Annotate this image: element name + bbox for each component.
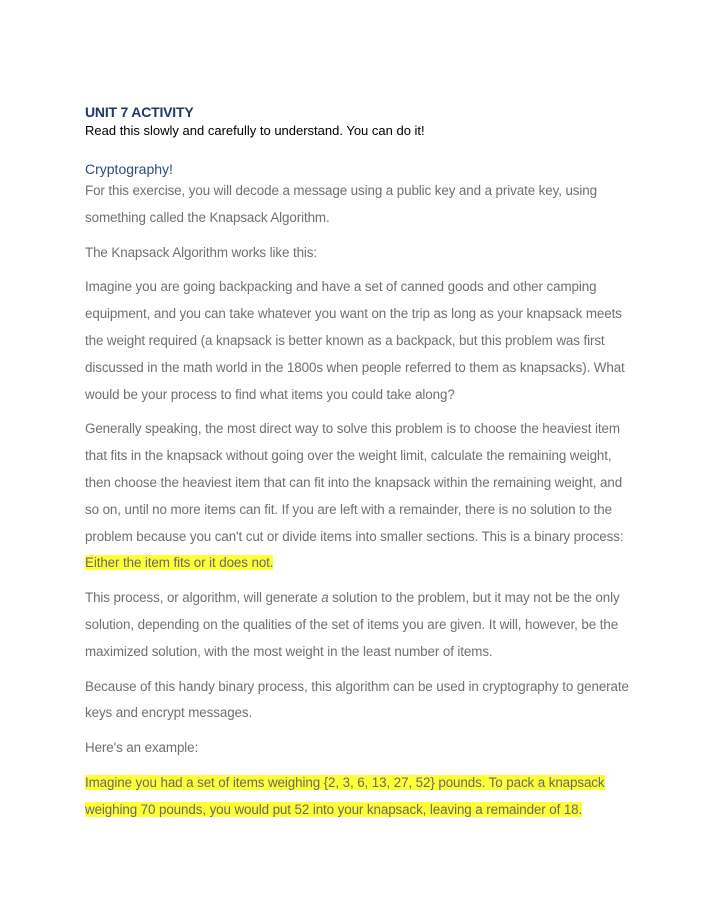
paragraph-binary-process-text: Generally speaking, the most direct way to solve this problem is to choose the heaviest item that fits in the knapsack without going over the weight limit, calculate the remaining weight, then choose the heaviest item that can fit into the knapsack within the remaining weight, and so on, until no more items can fit. If you are left with a remainder, there is no solution to the problem because you can't cut or divide items into smaller sections. This is a binary process: <box>85 421 624 544</box>
highlighted-example: Imagine you had a set of items weighing {2, 3, 6, 13, 27, 52} pounds. To pack a knapsack weighing 70 pounds, you would put 52 into your knapsack, leaving a remainder of 18. <box>85 774 605 817</box>
paragraph-intro: For this exercise, you will decode a message using a public key and a private key, using something called the Knapsack Algorithm. <box>85 183 597 225</box>
page-title: UNIT 7 ACTIVITY <box>85 104 194 120</box>
paragraph-solution-text-after: solution to the problem, but it may not be the only solution, depending on the qualities of the set of items you are given. It will, however, be the maximized solution, with the most weight in the least number of items. <box>85 590 620 659</box>
paragraph-cryptography: Because of this handy binary process, this algorithm can be used in cryptography to generate keys and encrypt messages. <box>85 678 629 721</box>
emphasis-text: a <box>321 590 329 606</box>
paragraph-binary-process <box>85 416 630 577</box>
paragraph-solution <box>85 585 630 665</box>
paragraph-example-label: Here's an example: <box>85 740 199 756</box>
section-heading: Cryptography! <box>85 161 173 177</box>
document-page <box>85 102 630 832</box>
page-subtitle: Read this slowly and carefully to understand. You can do it! <box>85 123 425 138</box>
paragraph-solution-text-before: This process, or algorithm, will generate <box>85 590 322 606</box>
paragraph-example <box>85 770 630 824</box>
paragraph-backpacking: Imagine you are going backpacking and have a set of canned goods and other camping equipment, and you can take whatever you want on the trip as long as your knapsack meets the weight required (a knapsack is better known as a backpack, but this problem was first discussed in the math world in the 1800s when people referred to them as knapsacks). What would be your process to find what items you could take along? <box>85 279 625 402</box>
highlighted-text: Either the item fits or it does not. <box>85 555 274 571</box>
paragraph-algorithm-intro: The Knapsack Algorithm works like this: <box>85 244 318 260</box>
